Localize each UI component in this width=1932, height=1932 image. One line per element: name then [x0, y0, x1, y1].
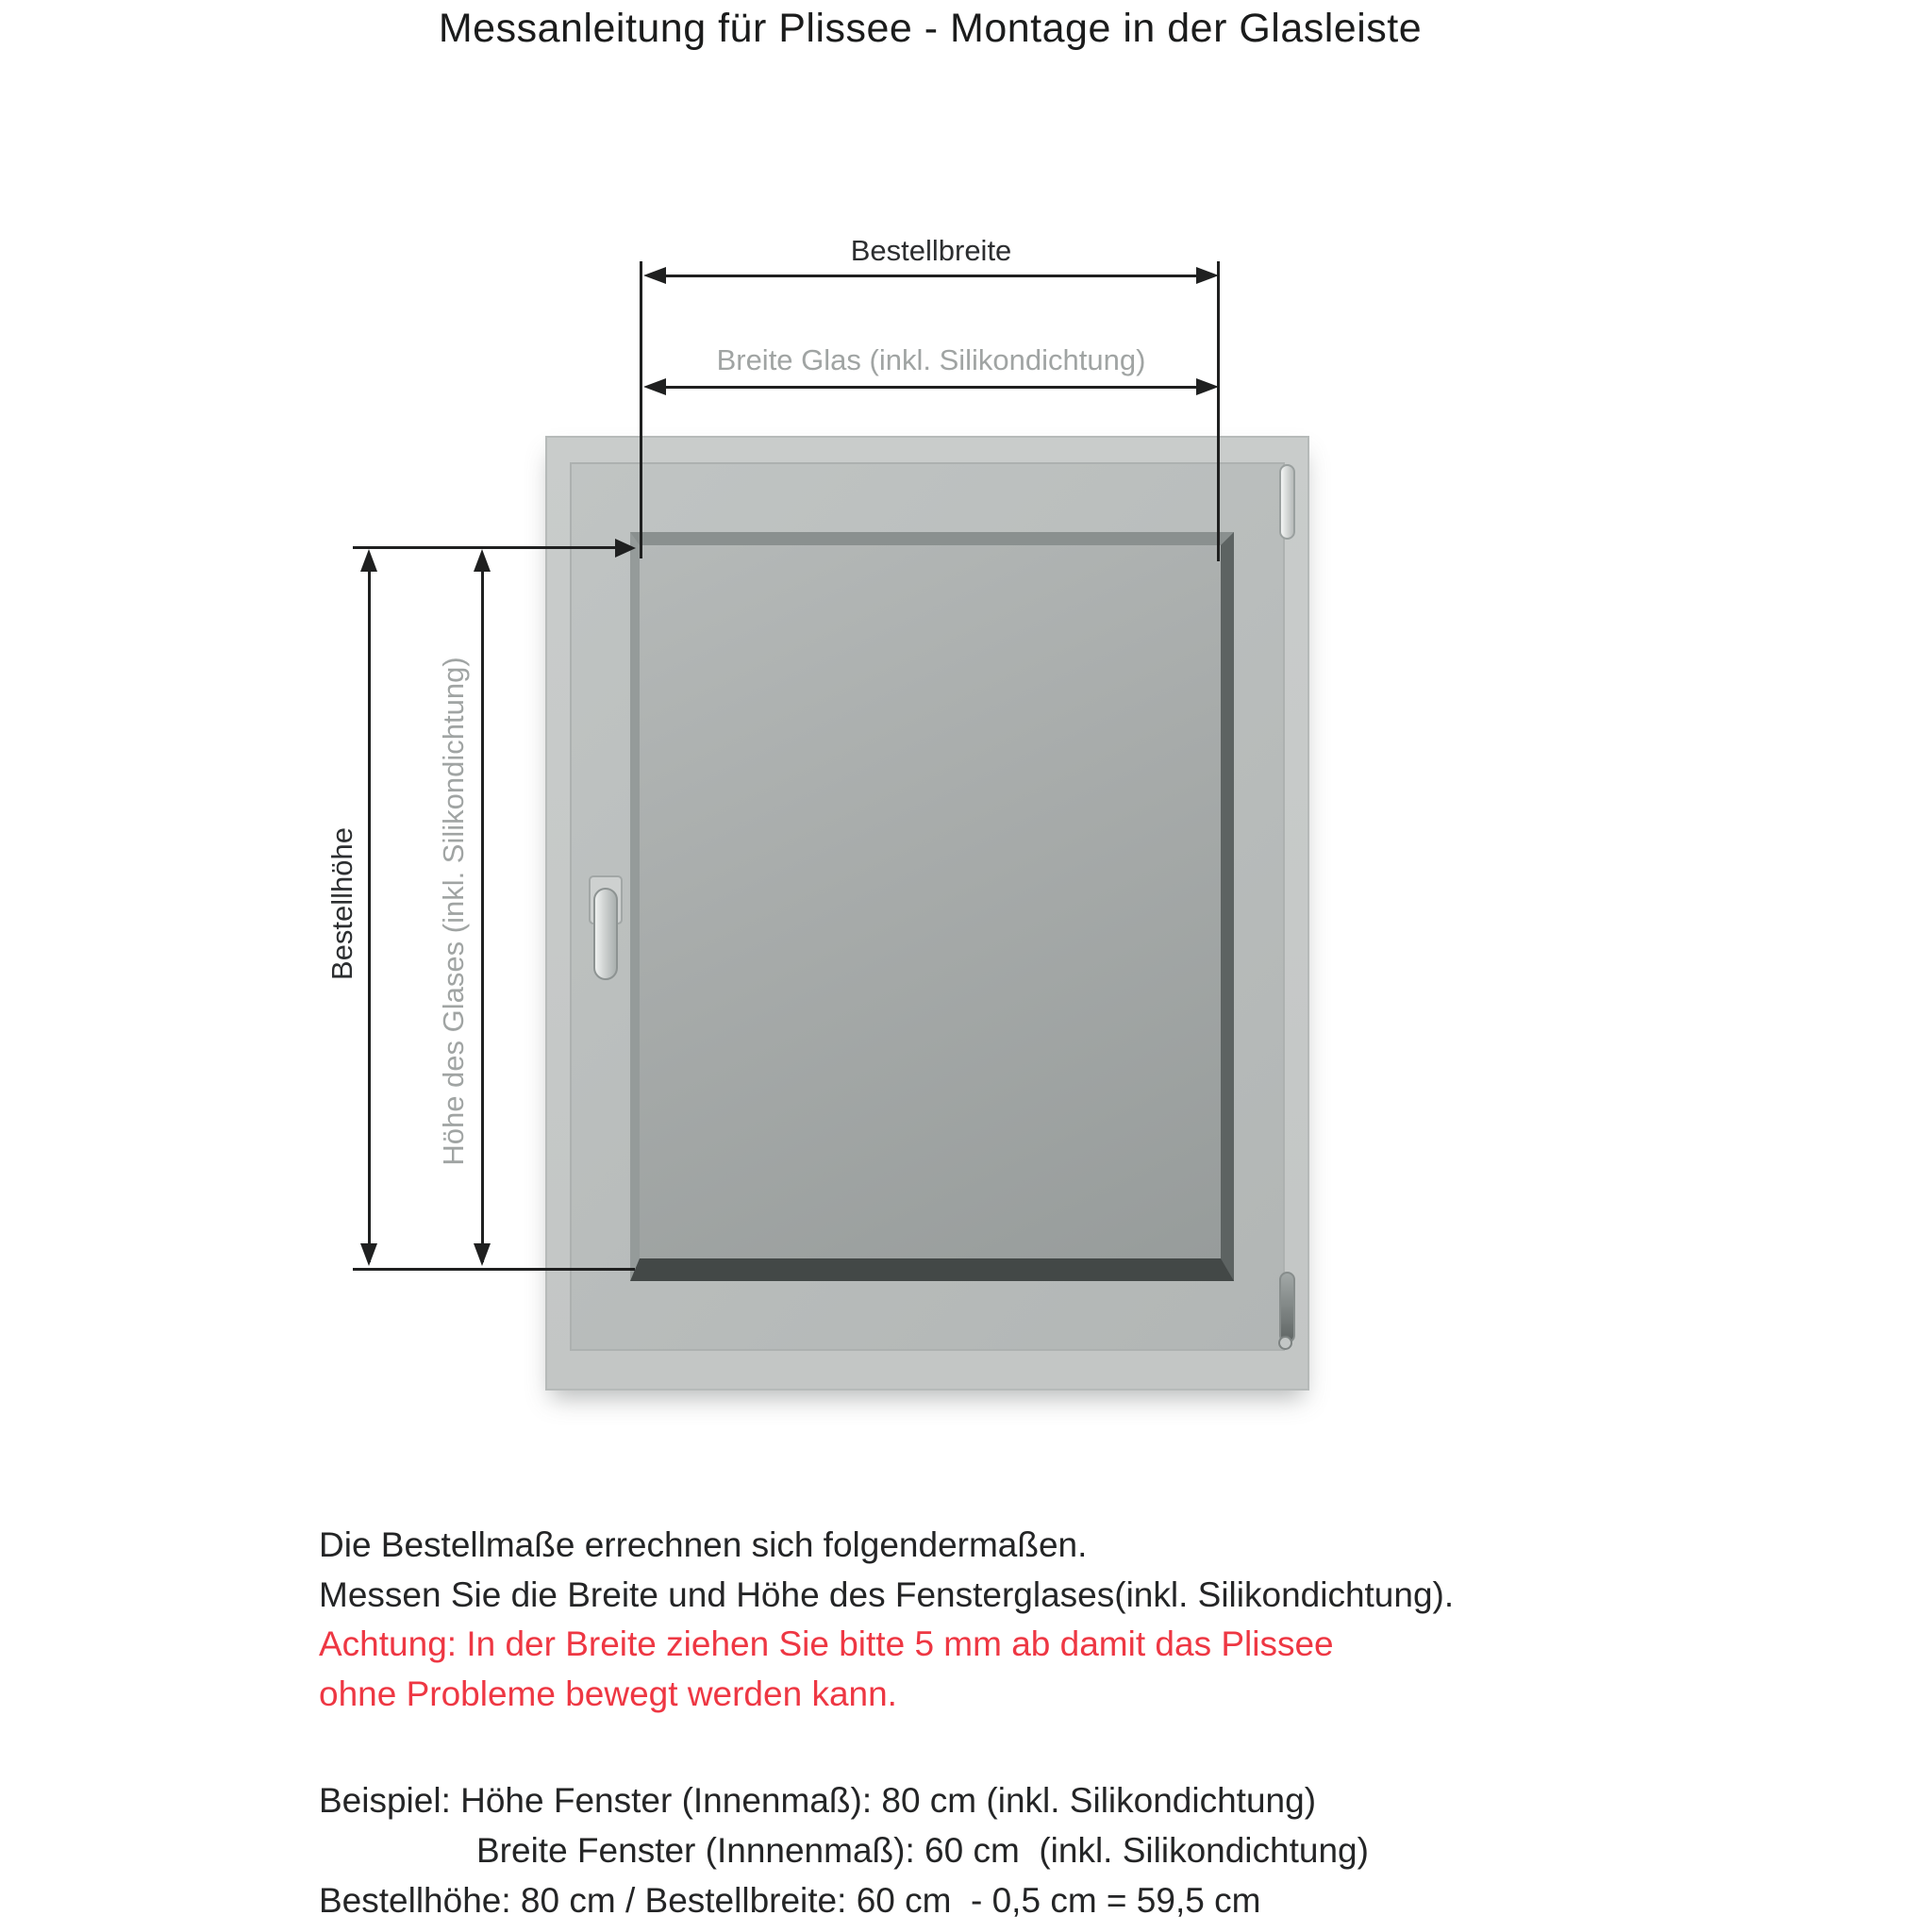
glass-height-label: Höhe des Glases (inkl. Silikondichtung) [437, 657, 470, 1166]
arrowhead-left [643, 378, 666, 395]
width-tick-left [640, 261, 642, 558]
arrowhead-top [474, 549, 491, 572]
arrowhead-bottom [360, 1243, 377, 1266]
width-tick-right [1217, 261, 1220, 561]
arrowhead-right [1196, 378, 1219, 395]
arrow-line [649, 386, 1213, 389]
page-title: Messanleitung für Plissee - Montage in der Glasleiste [438, 6, 1423, 51]
instruction-line-2: Messen Sie die Breite und Höhe des Fensterglases(inkl. Silikondichtung). [319, 1574, 1455, 1614]
arrow-line [481, 555, 484, 1262]
arrow-line [649, 275, 1213, 277]
window-hinge-bottom [1279, 1272, 1295, 1343]
window-handle [593, 888, 618, 980]
window-glass-with-glazing-bead [630, 532, 1234, 1281]
warning-line-1: Achtung: In der Breite ziehen Sie bitte 5 mm ab damit das Plissee [319, 1624, 1334, 1663]
instruction-line-1: Die Bestellmaße errechnen sich folgendermaßen. [319, 1525, 1088, 1564]
arrow-line [368, 555, 371, 1262]
arrowhead-bottom [474, 1243, 491, 1266]
glass-width-label: Breite Glas (inkl. Silikondichtung) [716, 343, 1146, 376]
order-width-label: Bestellbreite [850, 234, 1012, 267]
arrowhead-left [643, 267, 666, 284]
height-tick-top-arrowhead [615, 539, 636, 558]
height-tick-bottom [353, 1268, 635, 1271]
arrowhead-top [360, 549, 377, 572]
instruction-text [319, 1521, 1454, 1719]
warning-line-2: ohne Probleme bewegt werden kann. [319, 1674, 897, 1713]
example-line-3: Bestellhöhe: 80 cm / Bestellbreite: 60 cm - 0,5 cm = 59,5 cm [319, 1881, 1261, 1920]
example-line-1: Beispiel: Höhe Fenster (Innenmaß): 80 cm (inkl. Silikondichtung) [319, 1781, 1317, 1820]
arrowhead-right [1196, 267, 1219, 284]
example-line-2: Breite Fenster (Innnenmaß): 60 cm (inkl. Silikondichtung) [476, 1831, 1369, 1870]
window-hinge-top [1279, 464, 1295, 540]
order-height-label: Bestellhöhe [325, 826, 358, 981]
example-text [319, 1775, 1369, 1925]
window-hinge-bottom-pin [1278, 1336, 1292, 1350]
